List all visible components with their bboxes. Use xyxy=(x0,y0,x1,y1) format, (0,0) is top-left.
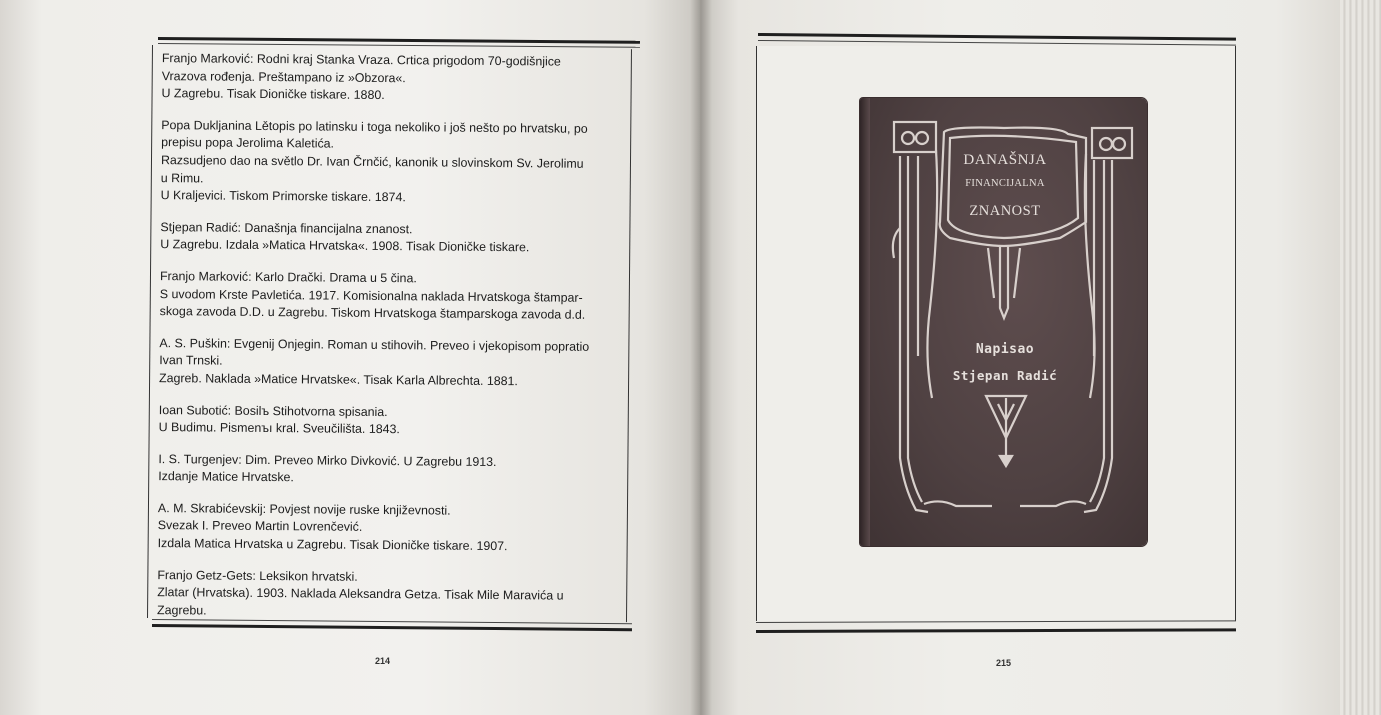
book-spine-gutter xyxy=(690,0,712,715)
book-title-line3: ZNANOST xyxy=(969,203,1041,219)
entry-line: S uvodom Krste Pavletića. 1917. Komisionalna naklada Hrvatskoga štampar- xyxy=(159,286,583,305)
entry-line: Stjepan Radić: Današnja financijalna znanost. xyxy=(160,219,413,237)
entry-line: prepisu popa Jerolima Kaletića. xyxy=(161,135,335,151)
bibliography-entry xyxy=(157,567,619,624)
bibliography-entry xyxy=(158,451,620,490)
book-title-line1: DANAŠNJA xyxy=(963,152,1047,168)
entry-line: skoga zavoda D.D. u Zagrebu. Tiskom Hrvatskoga štamparskoga zavoda d.d. xyxy=(159,304,586,322)
book-author-line2: Stjepan Radić xyxy=(952,368,1058,383)
bibliography-entry xyxy=(160,219,622,258)
entry-line: Zagrebu. xyxy=(157,602,207,618)
entry-line: U Zagrebu. Izdala »Matica Hrvatska«. 1908. Tisak Dioničke tiskare. xyxy=(160,237,530,255)
book-title-line2: FINANCIJALNA xyxy=(965,178,1045,189)
bibliography-list xyxy=(157,50,624,637)
bibliography-entry xyxy=(159,402,621,441)
bibliography-frame xyxy=(147,45,632,622)
entry-line: Ivan Trnski. xyxy=(159,353,223,368)
page-number-left: 214 xyxy=(375,656,391,666)
bibliography-entry xyxy=(161,117,624,209)
bibliography-entry xyxy=(158,500,620,557)
page-number-right: 215 xyxy=(996,658,1012,668)
entry-line: A. S. Puškin: Evgenij Onjegin. Roman u stihovih. Preveo i vjekopisom popratio xyxy=(159,335,590,354)
entry-line: Razsudjeno dao na světlo Dr. Ivan Črnčić, kanonik u slovinskom Sv. Jerolimu xyxy=(160,153,584,171)
entry-line: Popa Dukljanina Lětopis po latinsku i toga nekoliko i još nešto po hrvatsku, po xyxy=(161,117,588,136)
entry-line: Izdala Matica Hrvatska u Zagrebu. Tisak Dioničke tiskare. 1907. xyxy=(157,536,508,554)
entry-line: Izdanje Matice Hrvatske. xyxy=(158,469,294,485)
entry-line: Franjo Getz-Gets: Leksikon hrvatski. xyxy=(157,567,358,584)
entry-line: Franjo Marković: Karlo Drački. Drama u 5 čina. xyxy=(159,269,417,286)
entry-line: U Budimu. Pismenъı kral. Sveučilišta. 1843. xyxy=(158,420,400,437)
entry-line: Zlatar (Hrvatska). 1903. Naklada Aleksandra Getza. Tisak Mile Maravića u xyxy=(157,585,564,603)
entry-line: A. M. Skrabićevskij: Povjest novije ruske književnosti. xyxy=(157,500,451,518)
entry-line: u Rimu. xyxy=(160,170,204,186)
bibliography-entry xyxy=(160,268,622,325)
entry-line: Zagreb. Naklada »Matice Hrvatske«. Tisak Karla Albrechta. 1881. xyxy=(159,370,518,389)
entry-line: Franjo Marković: Rodni kraj Stanka Vraza. Crtica prigodom 70-godišnjice xyxy=(161,51,561,69)
entry-line: Svezak I. Preveo Martin Lovrenčević. xyxy=(157,518,363,535)
entry-line: U Zagrebu. Tisak Dioničke tiskare. 1880. xyxy=(161,86,385,103)
book-author-line1: Napisao xyxy=(975,342,1035,357)
book-cover-photo xyxy=(860,98,1147,546)
entry-line: Ioan Subotić: Bosilъ Stihotvorna spisania. xyxy=(158,402,388,419)
entry-line: U Kraljevici. Tiskom Primorske tiskare. 1874. xyxy=(160,188,406,205)
bibliography-entry xyxy=(159,335,621,392)
bibliography-entry xyxy=(161,50,623,107)
entry-line: I. S. Turgenjev: Dim. Preveo Mirko Divković. U Zagrebu 1913. xyxy=(158,451,497,469)
entry-line: Vrazova rođenja. Preštampano iz »Obzora«. xyxy=(161,68,406,85)
page-edges xyxy=(1340,0,1381,715)
